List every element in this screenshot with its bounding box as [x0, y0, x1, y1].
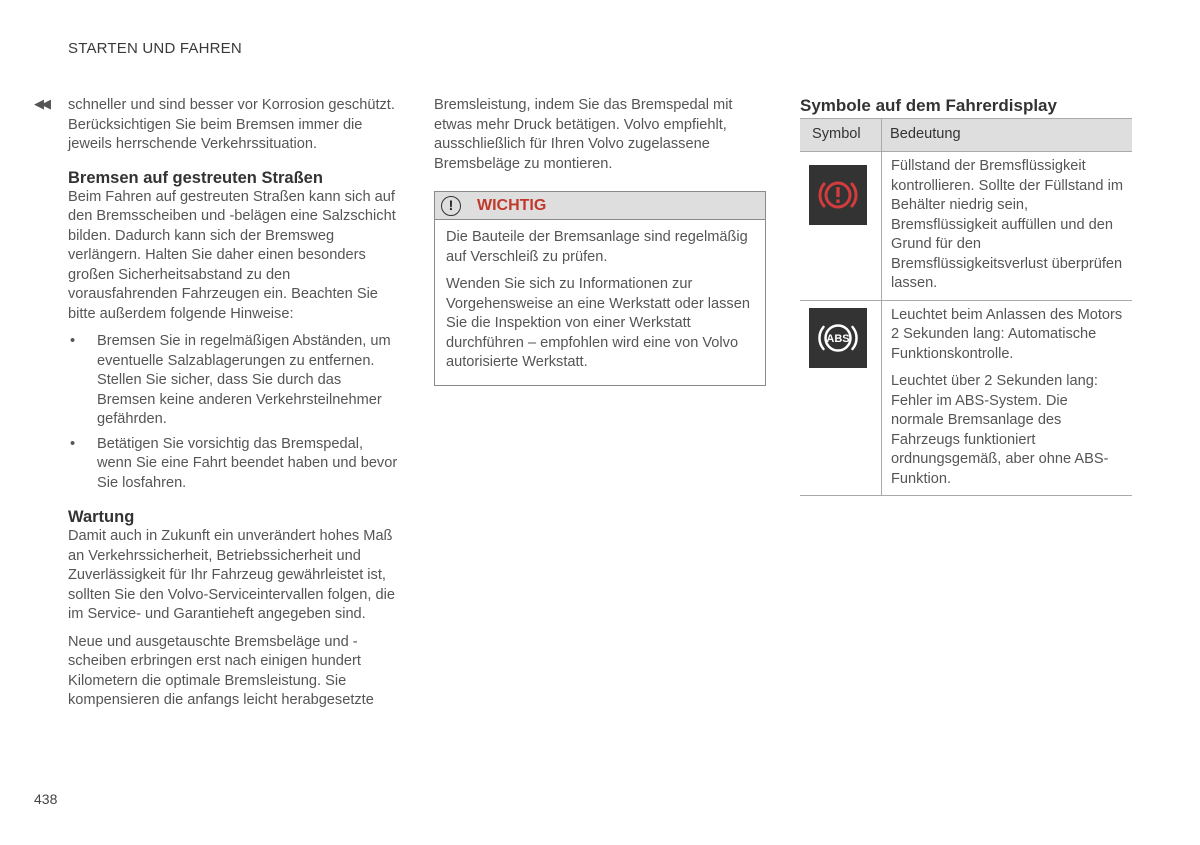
heading-wartung: Wartung	[68, 508, 135, 526]
paragraph-gestreute-strassen: Beim Fahren auf gestreuten Straßen kann sich auf den Bremsscheiben und -belägen eine Salzschicht bilden. Dadurch kann sich der Bremsweg verlängern. Halten Sie daher einen besonders großen Sicherheitsabstand zu den vorausfahrenden Fahrzeugen ein. Beachten Sie bitte außerdem folgende Hinweise:	[68, 188, 396, 322]
symbols-table	[800, 118, 1132, 496]
abs-icon-label: ABS	[826, 332, 850, 345]
warning-paragraph-2: Wenden Sie sich zu Informationen zur Vorgehensweise an eine Werkstatt oder lassen Sie die Inspektion von einer Werkstatt durchführen – empfohlen wird eine von Volvo autorisierte Werkstatt.	[446, 276, 750, 370]
warning-body	[435, 220, 765, 385]
abs-icon	[809, 308, 867, 368]
warning-box	[434, 191, 766, 386]
warning-title: WICHTIG	[477, 196, 547, 214]
table-header-row	[800, 119, 1132, 152]
brake-warning-icon	[809, 165, 867, 225]
paragraph-wartung-2: Neue und ausgetauschte Bremsbeläge und -scheiben erbringen erst nach einigen hundert Kilometern die optimale Bremsleistung. Sie kompensieren die anfangs leicht herabgesetzte	[68, 633, 374, 708]
continuation-paragraph: Bremsleistung, indem Sie das Bremspedal mit etwas mehr Druck betätigen. Volvo empfiehlt, ausschließlich für Ihren Volvo zugelassene Bremsbeläge zu montieren.	[434, 97, 733, 172]
bullet-icon: •	[70, 435, 76, 452]
symbols-title: Symbole auf dem Fahrerdisplay	[800, 96, 1057, 115]
column-right	[800, 96, 1132, 496]
continuation-arrows-icon: ◀◀	[34, 96, 48, 111]
page-number: 438	[34, 791, 58, 807]
warning-exclamation-icon: !	[441, 196, 461, 216]
hinweise-list	[68, 332, 400, 493]
symbol-description: Füllstand der Bremsflüssigkeit kontrollieren. Sollte der Füllstand im Behälter niedrig sein, Bremsflüssigkeit auffüllen und den Grund für den Bremsflüssigkeitsverlust überprüfen lassen.	[891, 158, 1123, 291]
warning-header	[435, 192, 765, 220]
column-header-bedeutung: Bedeutung	[882, 119, 1133, 152]
warning-paragraph-1: Die Bauteile der Bremsanlage sind regelmäßig auf Verschleiß zu prüfen.	[446, 229, 748, 265]
column-header-symbol: Symbol	[800, 119, 882, 152]
paragraph-wartung-1: Damit auch in Zukunft ein unverändert hohes Maß an Verkehrssicherheit, Betriebssicherheit und Zuverlässigkeit für Ihr Fahrzeug gewährleistet ist, sollten Sie den Volvo-Serviceintervallen folgen, die im Service- und Garantieheft angegeben sind.	[68, 528, 395, 622]
list-item: • Betätigen Sie vorsichtig das Bremspedal, wenn Sie eine Fahrt beendet haben und bevor Sie losfahren.	[70, 435, 398, 491]
bullet-icon: •	[70, 333, 76, 349]
heading-gestreute-strassen: Bremsen auf gestreuten Straßen	[68, 168, 323, 187]
table-row	[800, 300, 1132, 496]
table-row	[800, 152, 1132, 301]
intro-paragraph: schneller und sind besser vor Korrosion geschützt. Berücksichtigen Sie beim Bremsen immer die jeweils herrschende Verkehrssituation.	[68, 97, 395, 152]
column-left	[68, 96, 400, 719]
list-item: • Bremsen Sie in regelmäßigen Abständen, um eventuelle Salzablagerungen zu entfernen. Stellen Sie sicher, dass Sie durch das Bremsen keine anderen Verkehrsteilnehmer gefährden.	[70, 333, 391, 427]
symbol-description: Leuchtet beim Anlassen des Motors 2 Sekunden lang: Automatische Funktionskontrolle.	[891, 306, 1123, 362]
column-middle	[434, 96, 766, 182]
symbol-description: Leuchtet über 2 Sekunden lang: Fehler im ABS-System. Die normale Bremsanlage des Fahrzeugs funktioniert ordnungsgemäß, aber ohne ABS-Funktion.	[891, 373, 1109, 487]
section-header: STARTEN UND FAHREN	[68, 40, 242, 57]
